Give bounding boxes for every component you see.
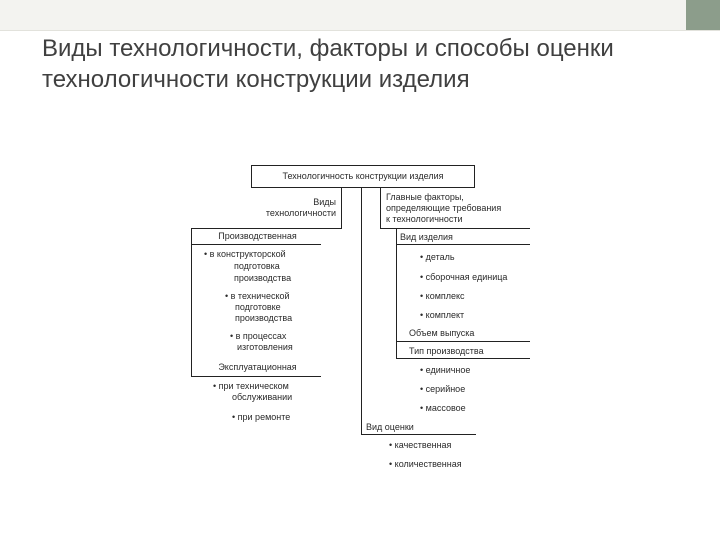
operational-item-2: • при ремонте	[232, 412, 291, 422]
assessment-item-2: • количественная	[389, 459, 462, 469]
production-type-label: Тип производства	[409, 346, 484, 356]
factors-heading-line-3: к технологичности	[386, 214, 463, 224]
product-type-item-3: • комплекс	[420, 291, 465, 301]
factors-heading-line-1: Главные факторы,	[386, 192, 464, 202]
production-type-item-1: • единичное	[420, 365, 471, 375]
production-type-item-2: • серийное	[420, 384, 466, 394]
root-label: Технологичность конструкции изделия	[282, 171, 444, 181]
kinds-heading-line-2: технологичности	[265, 208, 336, 218]
production-item-1-line-1: • в конструкторской	[204, 249, 286, 259]
product-type-item-4: • комплект	[420, 310, 465, 320]
production-item-2-line-3: производства	[235, 313, 293, 323]
right-connector	[380, 228, 530, 229]
right-spine	[396, 228, 397, 359]
production-item-2-line-1: • в технической	[225, 291, 290, 301]
production-type-item-3: • массовое	[420, 403, 466, 413]
production-label: Производственная	[218, 231, 297, 241]
product-type-underline	[396, 244, 530, 245]
center-trunk	[361, 187, 362, 435]
factors-heading-line-2: определяющие требования	[386, 203, 502, 213]
operational-underline	[191, 376, 321, 377]
production-item-2-line-2: подготовке	[235, 302, 281, 312]
operational-label: Эксплуатационная	[218, 362, 297, 372]
production-type-underline	[396, 358, 530, 359]
output-volume-underline	[396, 341, 530, 342]
left-trunk	[341, 187, 342, 228]
product-type-item-1: • деталь	[420, 252, 455, 262]
left-spine	[191, 228, 192, 377]
right-trunk	[380, 187, 381, 228]
assessment-label: Вид оценки	[366, 422, 414, 432]
production-item-1-line-2: подготовка	[234, 261, 280, 271]
kinds-heading-line-1: Виды	[313, 197, 336, 207]
slide-title-line-2: технологичности конструкции изделия	[42, 66, 470, 93]
production-item-3-line-1: • в процессах	[230, 331, 287, 341]
assessment-item-1: • качественная	[389, 440, 452, 450]
operational-item-1-line-2: обслуживании	[232, 392, 293, 402]
slide-title-line-1: Виды технологичности, факторы и способы оценки	[42, 35, 614, 62]
assessment-underline	[361, 434, 476, 435]
production-item-1-line-3: производства	[234, 273, 292, 283]
product-type-item-2: • сборочная единица	[420, 272, 508, 282]
operational-item-1-line-1: • при техническом	[213, 381, 289, 391]
left-connector	[191, 228, 342, 229]
production-item-3-line-2: изготовления	[237, 342, 293, 352]
product-type-label: Вид изделия	[400, 232, 453, 242]
output-volume-label: Объем выпуска	[409, 328, 475, 338]
production-underline	[191, 244, 321, 245]
